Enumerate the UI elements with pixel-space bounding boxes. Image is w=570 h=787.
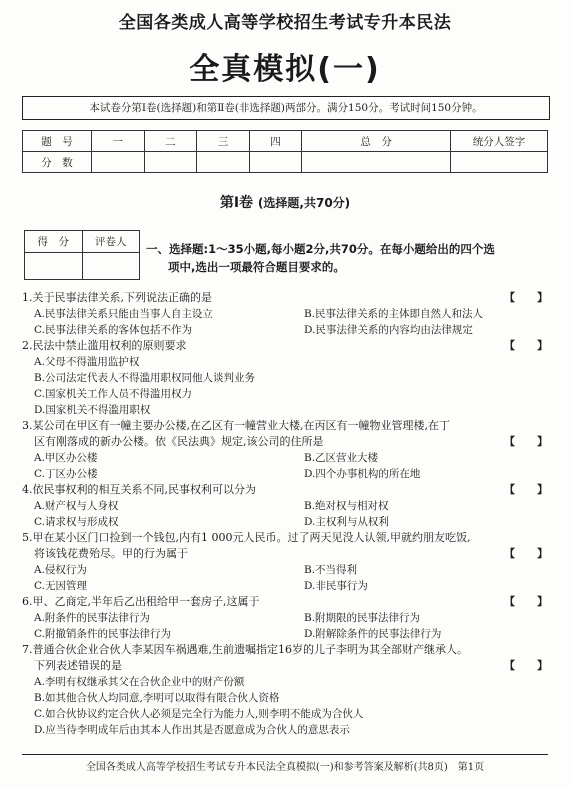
option-c[interactable]: C.民事法律关系的客体包括不作为 [34, 324, 192, 336]
question-5 [22, 530, 548, 594]
option-c[interactable]: C.附撤销条件的民事法律行为 [34, 628, 171, 640]
option-d[interactable]: D.主权利与从权利 [304, 516, 389, 528]
question-stem: 下列表述错误的是 [34, 659, 122, 672]
option-c[interactable]: C.丁区办公楼 [34, 468, 98, 480]
option-b[interactable]: B.不当得利 [304, 564, 358, 576]
score-cell: 题 号 [23, 131, 92, 152]
question-6 [22, 594, 548, 642]
question-stem: 将该钱花费殆尽。甲的行为属于 [34, 547, 188, 560]
score-cell: 统分人签字 [451, 131, 548, 152]
question-stem: 7.普通合伙企业合伙人李某因车祸遇难,生前遗嘱指定16岁的儿子李明为其全部财产继承人。 [22, 643, 468, 656]
answer-bracket[interactable]: 【 】 [504, 339, 548, 352]
score-blank[interactable] [92, 152, 145, 173]
grader-table [24, 230, 140, 280]
section-subtitle: (选择题,共70分) [257, 196, 351, 210]
option-d[interactable]: D.四个办事机构的所在地 [304, 468, 421, 480]
question-stem: 6.甲、乙商定,半年后乙出租给甲一套房子,这属于 [22, 595, 260, 608]
question-7 [22, 642, 548, 738]
question-4 [22, 482, 548, 530]
exam-info-box: 本试卷分第Ⅰ卷(选择题)和第Ⅱ卷(非选择题)两部分。满分150分。考试时间150分钟。 [22, 96, 550, 120]
option-d[interactable]: D.应当待李明成年后由其本人作出其是否愿意成为合伙人的意思表示 [34, 724, 350, 736]
question-stem: 区有刚落成的新办公楼。依《民法典》规定,该公司的住所是 [34, 435, 324, 448]
exam-header-title: 全国各类成人高等学校招生考试专升本民法 [118, 13, 452, 33]
score-table-header-row [23, 131, 548, 152]
section-instruction [146, 240, 546, 276]
option-a[interactable]: A.甲区办公楼 [34, 452, 98, 464]
option-b[interactable]: B.附期限的民事法律行为 [304, 612, 421, 624]
question-2 [22, 338, 548, 418]
score-cell: 一 [92, 131, 145, 152]
exam-subtitle: 全真模拟(一) [189, 52, 381, 87]
score-blank[interactable] [302, 152, 451, 173]
option-b[interactable]: B.如其他合伙人均同意,李明可以取得有限合伙人资格 [34, 692, 280, 704]
grader-name-label: 评卷人 [82, 231, 140, 253]
score-cell: 二 [144, 131, 197, 152]
score-cell: 分 数 [23, 152, 92, 173]
option-c[interactable]: C.如合伙协议约定合伙人必须是完全行为能力人,则李明不能成为合伙人 [34, 708, 364, 720]
score-table-value-row [23, 152, 548, 173]
grader-name-blank[interactable] [82, 253, 140, 280]
option-d[interactable]: D.民事法律关系的内容均由法律规定 [304, 324, 473, 336]
score-table [22, 130, 548, 173]
option-a[interactable]: A.侵权行为 [34, 564, 87, 576]
score-blank[interactable] [144, 152, 197, 173]
grader-score-label: 得 分 [25, 231, 83, 253]
answer-bracket[interactable]: 【 】 [504, 291, 548, 304]
score-cell: 四 [249, 131, 302, 152]
instruction-line: 项中,选出一项最符合题目要求的。 [168, 260, 345, 274]
option-c[interactable]: C.国家机关工作人员不得滥用权力 [34, 388, 192, 400]
instruction-line: 一、选择题:1～35小题,每小题2分,共70分。在每小题给出的四个选 [146, 242, 495, 256]
page-footer: 全国各类成人高等学校招生考试专升本民法全真模拟(一)和参考答案及解析(共8页) 第1页 [22, 754, 548, 773]
option-a[interactable]: A.李明有权继承其父在合伙企业中的财产份额 [34, 676, 245, 688]
answer-bracket[interactable]: 【 】 [504, 595, 548, 608]
section-heading [0, 192, 570, 212]
score-blank[interactable] [451, 152, 548, 173]
score-cell: 三 [197, 131, 250, 152]
option-b[interactable]: B.乙区营业大楼 [304, 452, 379, 464]
answer-bracket[interactable]: 【 】 [504, 435, 548, 448]
score-cell: 总 分 [302, 131, 451, 152]
question-stem: 5.甲在某小区门口捡到一个钱包,内有1 000元人民币。过了两天见没人认领,甲就约朋友吃饭, [22, 531, 471, 544]
option-d[interactable]: D.非民事行为 [304, 580, 368, 592]
question-stem: 3.某公司在甲区有一幢主要办公楼,在乙区有一幢营业大楼,在丙区有一幢物业管理楼,在丁 [22, 419, 450, 432]
question-stem: 2.民法中禁止滥用权利的原则要求 [22, 339, 187, 352]
option-a[interactable]: A.附条件的民事法律行为 [34, 612, 150, 624]
question-stem: 1.关于民事法律关系,下列说法正确的是 [22, 291, 212, 304]
grader-score-blank[interactable] [25, 253, 83, 280]
score-blank[interactable] [197, 152, 250, 173]
option-c[interactable]: C.请求权与形成权 [34, 516, 119, 528]
answer-bracket[interactable]: 【 】 [504, 659, 548, 672]
question-stem: 4.依民事权利的相互关系不同,民事权利可以分为 [22, 483, 256, 496]
question-3 [22, 418, 548, 482]
option-b[interactable]: B.绝对权与相对权 [304, 500, 389, 512]
option-a[interactable]: A.财产权与人身权 [34, 500, 119, 512]
option-c[interactable]: C.无因管理 [34, 580, 87, 592]
option-d[interactable]: D.附解除条件的民事法律行为 [304, 628, 442, 640]
section-title: 第Ⅰ卷 [219, 195, 254, 211]
option-a[interactable]: A.民事法律关系只能由当事人自主设立 [34, 308, 213, 320]
option-b[interactable]: B.民事法律关系的主体即自然人和法人 [304, 308, 484, 320]
score-blank[interactable] [249, 152, 302, 173]
answer-bracket[interactable]: 【 】 [504, 483, 548, 496]
option-a[interactable]: A.父母不得滥用监护权 [34, 356, 140, 368]
question-1 [22, 290, 548, 338]
answer-bracket[interactable]: 【 】 [504, 547, 548, 560]
option-d[interactable]: D.国家机关不得滥用职权 [34, 404, 151, 416]
option-b[interactable]: B.公司法定代表人不得滥用职权同他人谈判业务 [34, 372, 256, 384]
